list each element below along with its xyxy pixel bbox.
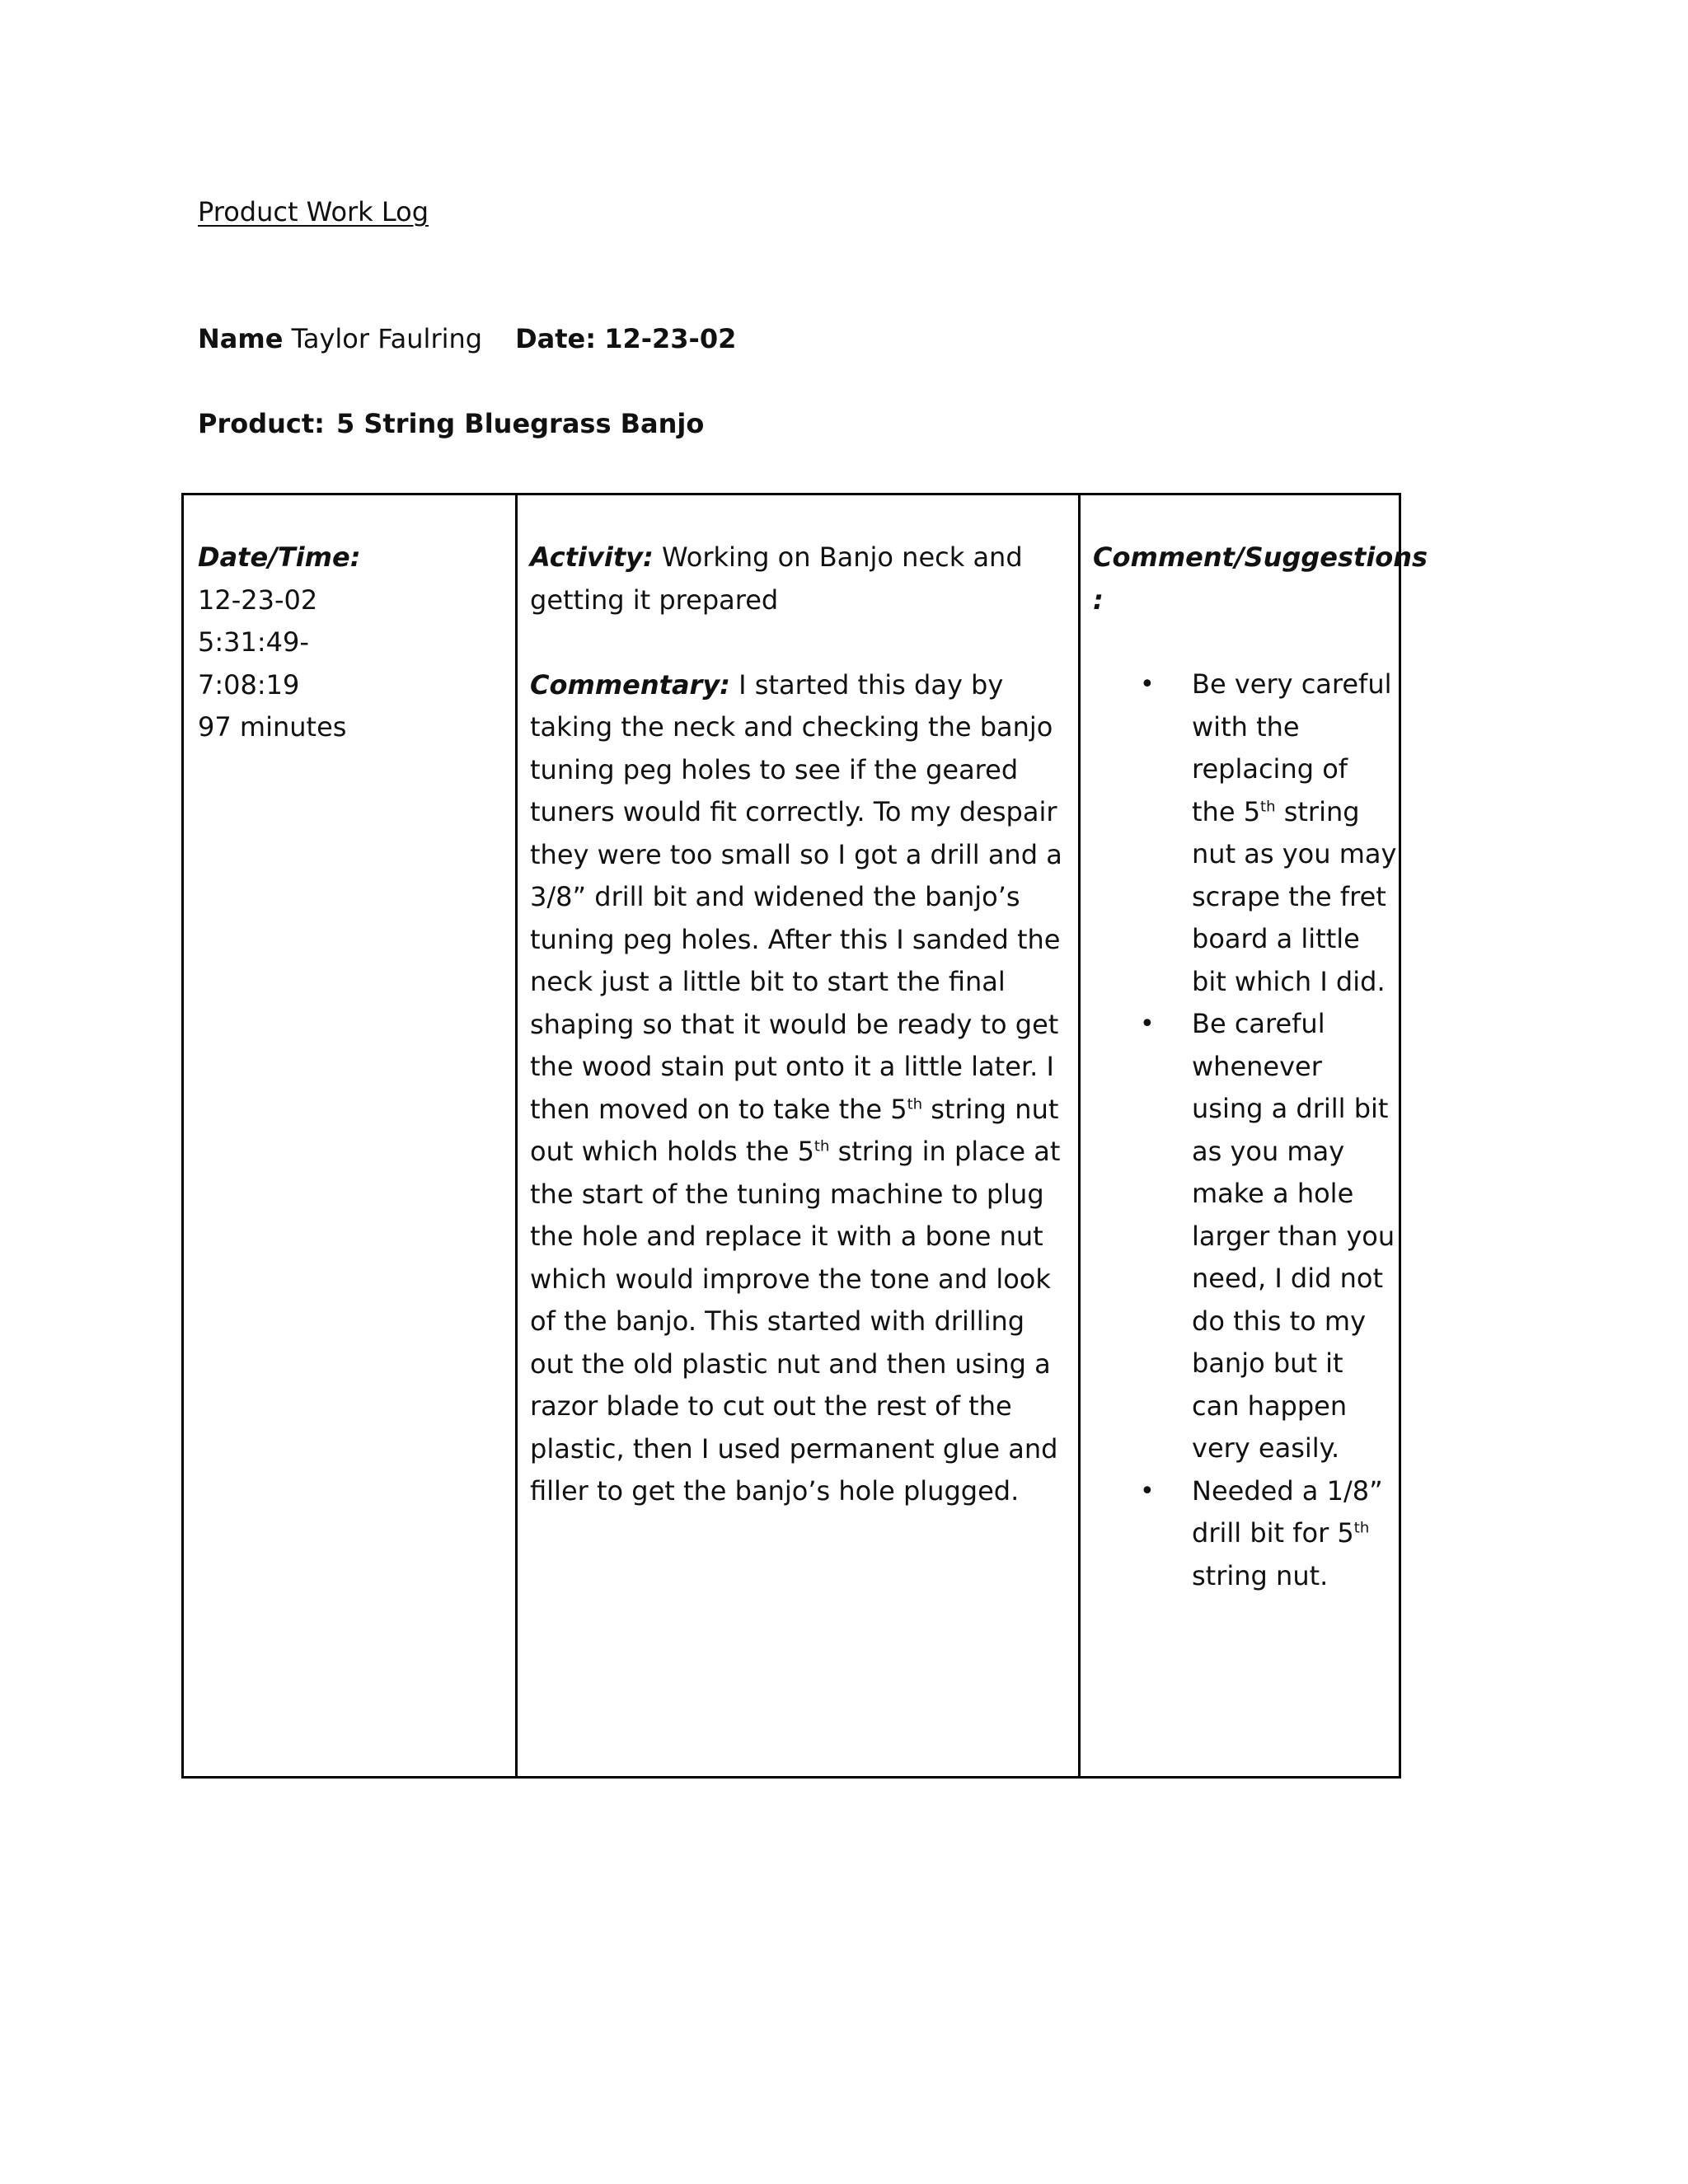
suggestion-text-1a: Be very careful with the replacing of the 5 bbox=[1192, 668, 1392, 827]
list-item bbox=[1093, 1470, 1398, 1598]
column-divider bbox=[515, 495, 518, 1776]
commentary-text-2: string nut out which holds the 5 bbox=[530, 1093, 1059, 1167]
product-value: 5 String Bluegrass Banjo bbox=[335, 408, 705, 439]
comment-label: Comment/Suggestions bbox=[1093, 541, 1428, 573]
name-label: Name bbox=[198, 323, 284, 354]
commentary-text-1: I started this day by taking the neck and checking the banjo tuning peg holes to see if the geared tuners would fit correctly. To my despair they were too small so I got a drill and a 3/8” drill bit and widened the banjo’s tuning peg holes. After this I sanded the neck just a little bit to start the final shaping so that it would be ready to get the wood stain put onto it a little later. I then moved on to take the 5 bbox=[530, 668, 1062, 1125]
name-date-line bbox=[198, 323, 736, 354]
date-value: 12-23-02 bbox=[604, 323, 737, 354]
name-value: Taylor Faulring bbox=[291, 323, 483, 354]
date-time-label: Date/Time: bbox=[198, 541, 361, 573]
superscript-th: th bbox=[1353, 1519, 1370, 1537]
product-label: Product: bbox=[198, 408, 325, 439]
duration-line: 97 minutes bbox=[198, 711, 347, 743]
bullet-icon: • bbox=[1140, 1010, 1155, 1038]
work-log-table bbox=[181, 493, 1428, 1779]
date-line: 12-23-02 bbox=[198, 583, 318, 616]
date-time-cell bbox=[198, 537, 511, 749]
activity-paragraph bbox=[530, 537, 1073, 621]
activity-text: Working on Banjo neck and getting it prepared bbox=[530, 541, 1023, 616]
suggestion-text-2: Be careful whenever using a drill bit as you may make a hole larger than you need, I did not do this to my banjo but it can happen very easily. bbox=[1192, 1008, 1395, 1464]
product-line bbox=[198, 408, 704, 439]
bullet-icon: • bbox=[1140, 1476, 1155, 1506]
superscript-th: th bbox=[1260, 797, 1276, 815]
suggestion-text-3a: Needed a 1/8” drill bit for 5 bbox=[1192, 1474, 1383, 1549]
start-time-line: 5:31:49- bbox=[198, 626, 309, 658]
list-item bbox=[1093, 663, 1398, 1003]
bullet-icon: • bbox=[1140, 670, 1155, 699]
activity-cell bbox=[530, 537, 1078, 1513]
column-divider bbox=[1078, 495, 1081, 1776]
comment-label-suffix: : bbox=[1093, 583, 1104, 616]
end-time-line: 7:08:19 bbox=[198, 668, 300, 701]
suggestion-text-1b: string nut as you may scrape the fret board a little bit which I did. bbox=[1192, 795, 1397, 997]
suggestion-list bbox=[1093, 663, 1398, 1597]
suggestion-text-3b: string nut. bbox=[1192, 1559, 1329, 1591]
commentary-paragraph bbox=[530, 664, 1073, 1513]
superscript-th: th bbox=[814, 1137, 830, 1155]
activity-label: Activity: bbox=[530, 541, 654, 573]
date-label: Date: bbox=[515, 323, 597, 354]
superscript-th: th bbox=[907, 1094, 923, 1113]
page-title: Product Work Log bbox=[198, 196, 429, 227]
commentary-text-3: string in place at the start of the tuning machine to plug the hole and replace it with a bone nut which would improve the tone and look of the banjo. This started with drilling out the old plastic nut and then using a razor blade to cut out the rest of the plastic, then I used permanent glue and filler to get the banjo’s hole plugged. bbox=[530, 1136, 1061, 1507]
comment-cell bbox=[1093, 537, 1428, 1597]
commentary-label: Commentary: bbox=[530, 668, 730, 701]
list-item bbox=[1093, 1003, 1398, 1470]
